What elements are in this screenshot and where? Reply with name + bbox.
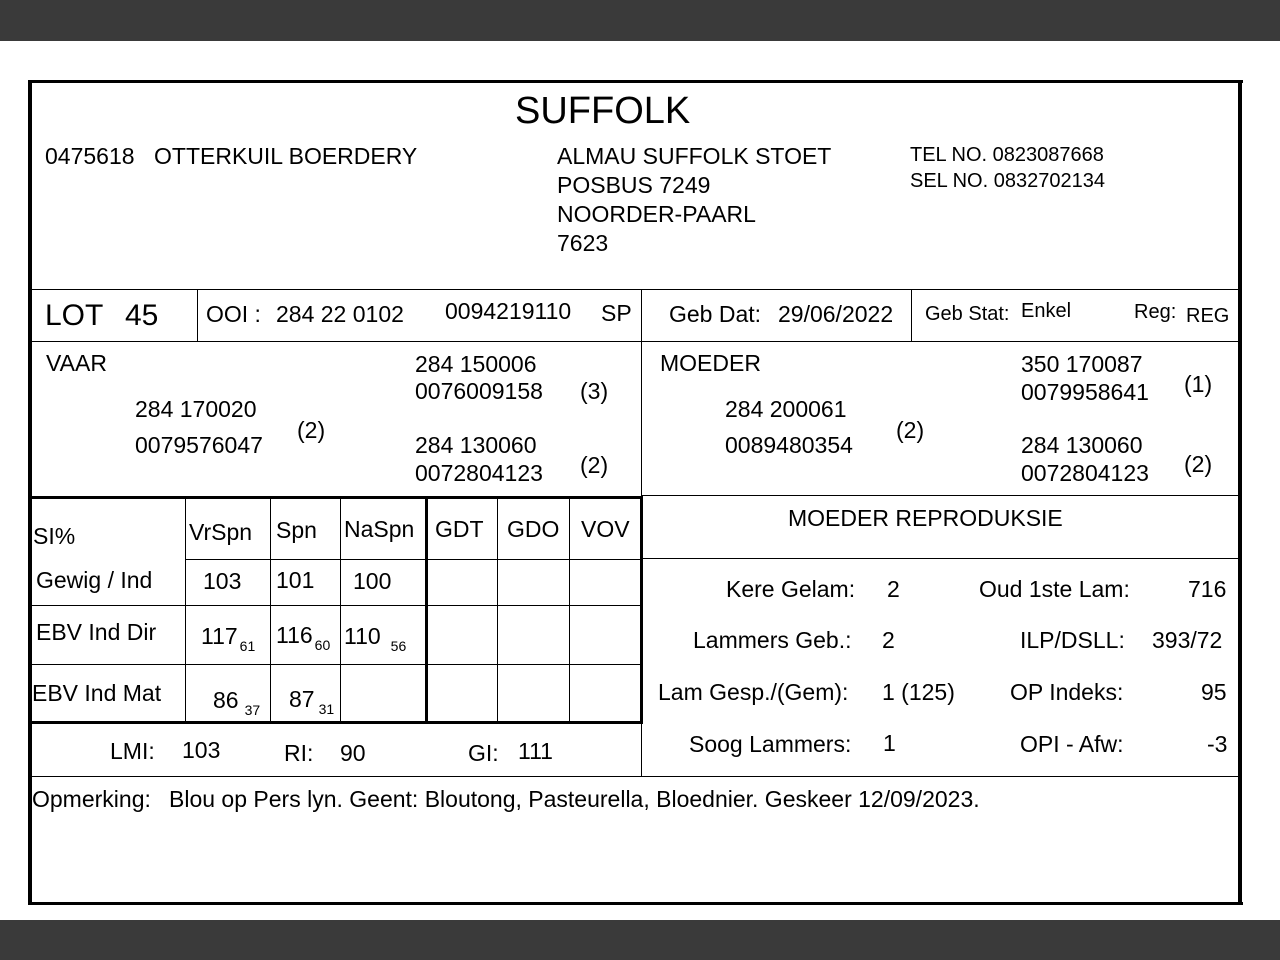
- birth-date-value: 29/06/2022: [778, 301, 894, 327]
- lammers-label: Lammers Geb.:: [693, 627, 852, 653]
- row-ebv-dir-label: EBV Ind Dir: [36, 619, 157, 645]
- remark-text: Blou op Pers lyn. Geent: Bloutong, Pasteurella, Bloednier. Geskeer 12/09/2023.: [169, 786, 980, 812]
- frame-top: [28, 80, 1243, 83]
- op-value: 95: [1201, 679, 1227, 705]
- opi-value: -3: [1207, 731, 1228, 757]
- bottom-bar: [0, 920, 1280, 960]
- sire-grade: (2): [297, 417, 326, 443]
- divider-header: [30, 289, 1240, 290]
- ooi-id: 0094219110: [445, 298, 572, 324]
- owner-name: OTTERKUIL BOERDERY: [154, 143, 418, 169]
- dam-grade: (2): [896, 417, 925, 443]
- sire-id2: 0079576047: [135, 432, 263, 458]
- ri-label: RI:: [284, 740, 314, 766]
- header-si: SI%: [33, 523, 76, 549]
- row-gewig-spn: 101: [276, 567, 315, 593]
- row-ebv-dir-spn-sub: 60: [314, 637, 331, 653]
- table-col-naspn: [425, 498, 428, 723]
- row-ebv-mat-spn-sub: 31: [318, 701, 335, 717]
- ilp-value: 393/72: [1152, 627, 1223, 653]
- row-ebv-dir-naspn-value: 110: [344, 623, 381, 649]
- table-col-spn: [340, 498, 341, 723]
- row-gewig-label: Gewig / Ind: [36, 567, 153, 593]
- repro-title: MOEDER REPRODUKSIE: [788, 505, 1063, 531]
- gesp-label: Lam Gesp./(Gem):: [658, 679, 849, 705]
- table-col-label: [185, 498, 186, 723]
- opi-label: OPI - Afw:: [1020, 731, 1124, 757]
- lot-label: LOT: [45, 299, 104, 332]
- birth-divider: [911, 290, 912, 341]
- table-header-line: [186, 559, 642, 560]
- row-ebv-dir-spn-value: 116: [276, 622, 313, 648]
- dam-label: MOEDER: [660, 350, 761, 376]
- table-right-line: [640, 496, 643, 724]
- row-ebv-dir-vrspn-sub: 61: [239, 638, 256, 654]
- repro-title-line: [642, 558, 1240, 559]
- header-gdt: GDT: [435, 516, 484, 542]
- oud-value: 716: [1188, 576, 1227, 602]
- ilp-label: ILP/DSLL:: [1020, 627, 1125, 653]
- birth-status-label: Geb Stat:: [925, 303, 1010, 325]
- table-row1-line: [30, 605, 642, 606]
- op-label: OP Indeks:: [1010, 679, 1124, 705]
- frame-bottom: [28, 902, 1243, 905]
- dam-id1: 284 200061: [725, 396, 847, 422]
- ooi-label: OOI :: [206, 301, 261, 327]
- dam-sire-grade: (1): [1184, 371, 1213, 397]
- gesp-value: 1 (125): [882, 679, 955, 705]
- sire-sire-id1: 284 150006: [415, 351, 537, 377]
- gi-value: 111: [518, 738, 553, 764]
- table-col-gdt: [497, 498, 498, 723]
- ooi-value: 284 22 0102: [276, 301, 404, 327]
- divider-pedigree-right: [642, 495, 1240, 496]
- breeder-name: ALMAU SUFFOLK STOET: [557, 143, 832, 169]
- sire-dam-id1: 284 130060: [415, 432, 537, 458]
- frame-right: [1238, 80, 1242, 905]
- dam-dam-id2: 0072804123: [1021, 460, 1149, 486]
- reg-label: Reg:: [1134, 301, 1177, 323]
- ooi-code: SP: [601, 300, 632, 326]
- header-naspn: NaSpn: [344, 516, 415, 542]
- sire-id1: 284 170020: [135, 396, 257, 422]
- lot-number: 45: [125, 299, 159, 332]
- frame-left: [28, 80, 32, 905]
- breeder-address2: NOORDER-PAARL: [557, 201, 756, 227]
- soog-value: 1: [883, 730, 896, 756]
- gi-label: GI:: [468, 740, 499, 766]
- lot-divider: [197, 290, 198, 341]
- dam-dam-id1: 284 130060: [1021, 432, 1143, 458]
- row-ebv-dir-naspn-sub: 56: [390, 638, 407, 654]
- reg-value: REG: [1186, 305, 1230, 327]
- lmi-value: 103: [182, 737, 221, 763]
- contact-sel: SEL NO. 0832702134: [910, 170, 1105, 192]
- row-ebv-dir-vrspn: [201, 623, 256, 654]
- sire-sire-id2: 0076009158: [415, 378, 543, 404]
- header-gdo: GDO: [507, 516, 560, 542]
- remark-label: Opmerking:: [32, 786, 151, 812]
- table-col-vrspn: [270, 498, 271, 723]
- divider-lot: [30, 341, 1240, 342]
- divider-remark: [30, 776, 1240, 777]
- table-row2-line: [30, 664, 642, 665]
- owner-id: 0475618: [45, 143, 135, 169]
- dam-id2: 0089480354: [725, 432, 853, 458]
- soog-label: Soog Lammers:: [689, 731, 852, 757]
- row-ebv-mat-vrspn-value: 86: [213, 687, 239, 713]
- page-title: SUFFOLK: [515, 90, 691, 132]
- breeder-code: 7623: [557, 230, 609, 256]
- row-ebv-mat-vrspn-sub: 37: [244, 702, 261, 718]
- header-spn: Spn: [276, 517, 317, 543]
- row-ebv-mat-label: EBV Ind Mat: [32, 680, 162, 706]
- contact-tel: TEL NO. 0823087668: [910, 144, 1104, 166]
- row-ebv-dir-vrspn-value: 117: [201, 623, 238, 649]
- dam-sire-id1: 350 170087: [1021, 351, 1143, 377]
- sire-dam-grade: (2): [580, 452, 609, 478]
- ri-value: 90: [340, 740, 366, 766]
- sire-label: VAAR: [46, 350, 107, 376]
- header-vrspn: VrSpn: [189, 519, 253, 545]
- dam-sire-id2: 0079958641: [1021, 379, 1149, 405]
- row-ebv-mat-spn-value: 87: [289, 686, 315, 712]
- row-ebv-mat-spn: [289, 686, 335, 717]
- birth-date-label: Geb Dat:: [669, 301, 762, 327]
- row-ebv-dir-spn: [276, 622, 331, 653]
- dam-dam-grade: (2): [1184, 451, 1213, 477]
- header-vov: VOV: [581, 516, 630, 542]
- lammers-value: 2: [882, 627, 895, 653]
- top-bar: [0, 0, 1280, 41]
- row-ebv-mat-vrspn: [213, 687, 261, 718]
- birth-status-value: Enkel: [1021, 300, 1072, 322]
- kere-label: Kere Gelam:: [726, 576, 856, 602]
- row-gewig-naspn: 100: [353, 568, 392, 594]
- table-bottom-line: [30, 721, 642, 724]
- lmi-label: LMI:: [110, 738, 155, 764]
- row-ebv-dir-naspn: [344, 623, 407, 654]
- sire-sire-grade: (3): [580, 378, 609, 404]
- row-gewig-vrspn: 103: [203, 568, 242, 594]
- sire-dam-id2: 0072804123: [415, 460, 543, 486]
- oud-label: Oud 1ste Lam:: [979, 576, 1130, 602]
- breeder-address1: POSBUS 7249: [557, 172, 711, 198]
- table-col-gdo: [569, 498, 570, 723]
- kere-value: 2: [887, 576, 900, 602]
- table-top-line: [30, 496, 642, 499]
